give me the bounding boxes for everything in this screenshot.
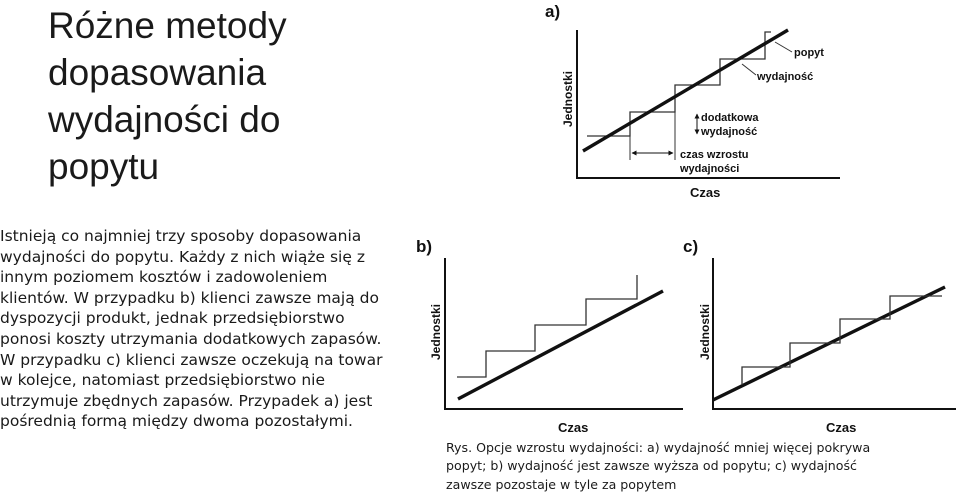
diagram-c-letter: c): [683, 237, 699, 256]
title-line: dopasowania: [48, 52, 267, 93]
diagram-c-y-label: Jednostki: [698, 303, 712, 360]
title-line: popytu: [48, 146, 160, 187]
diagram-a-label-wydajnosc: wydajność: [757, 71, 814, 83]
diagram-c-x-label: Czas: [826, 420, 857, 435]
body-line: dyspozycji produkt, jednak przedsiębiorstwo: [0, 309, 345, 328]
body-line: w kolejce, natomiast przedsiębiorstwo nie: [0, 371, 325, 390]
body-line: innym poziomem kosztów i zadowoleniem: [0, 268, 328, 287]
diagram-a-demand-line: [583, 30, 788, 151]
body-line: ponosi koszty utrzymania dodatkowych zapasów.: [0, 329, 382, 348]
diagram-b-x-label: Czas: [558, 420, 589, 435]
diagram-a-label-lead-1: czas wzrostu: [680, 149, 749, 161]
diagram-b: [416, 237, 683, 435]
body-line: Istnieją co najmniej trzy sposoby dopasowania: [0, 227, 362, 245]
diagram-a-label-lead-2: wydajności: [680, 163, 740, 175]
title-line: wydajności do: [48, 99, 281, 140]
body-line: W przypadku c) klienci zawsze oczekują na towar: [0, 350, 383, 369]
diagram-b-capacity-steps: [457, 275, 637, 377]
diagram-b-y-label: Jednostki: [429, 303, 443, 360]
caption-line: zawsze pozostaje w tyle za popytem: [446, 476, 677, 492]
diagram-a-y-label: Jednostki: [561, 70, 575, 127]
diagram-a-label-extra-2: wydajność: [701, 126, 758, 138]
diagram-b-letter: b): [416, 237, 433, 256]
body-line: wydajności do popytu. Każdy z nich wiąże się z: [0, 247, 365, 266]
diagram-a-letter: a): [545, 2, 561, 21]
diagram-c: [683, 237, 956, 435]
diagram-b-demand-line: [458, 291, 663, 399]
caption-line: popyt; b) wydajność jest zawsze wyższa od popytu; c) wydajność: [446, 458, 857, 474]
diagram-a: [545, 2, 840, 200]
diagram-a-label-popyt: popyt: [794, 47, 824, 59]
body-line: pośrednią formą między dwoma pozostałymi.: [0, 412, 353, 431]
diagram-a-x-label: Czas: [690, 185, 721, 200]
caption-line: Rys. Opcje wzrostu wydajności: a) wydajność mniej więcej pokrywa: [446, 440, 871, 455]
title-line: Różne metody: [48, 5, 287, 46]
diagram-a-popyt-leader: [775, 42, 792, 52]
diagram-a-label-extra-1: dodatkowa: [701, 112, 759, 124]
body-line: klientów. W przypadku b) klienci zawsze mają do: [0, 288, 379, 307]
body-line: utrzymuje zbędnych zapasów. Przypadek a) jest: [0, 391, 373, 410]
diagram-a-wydajnosc-leader: [742, 64, 756, 75]
